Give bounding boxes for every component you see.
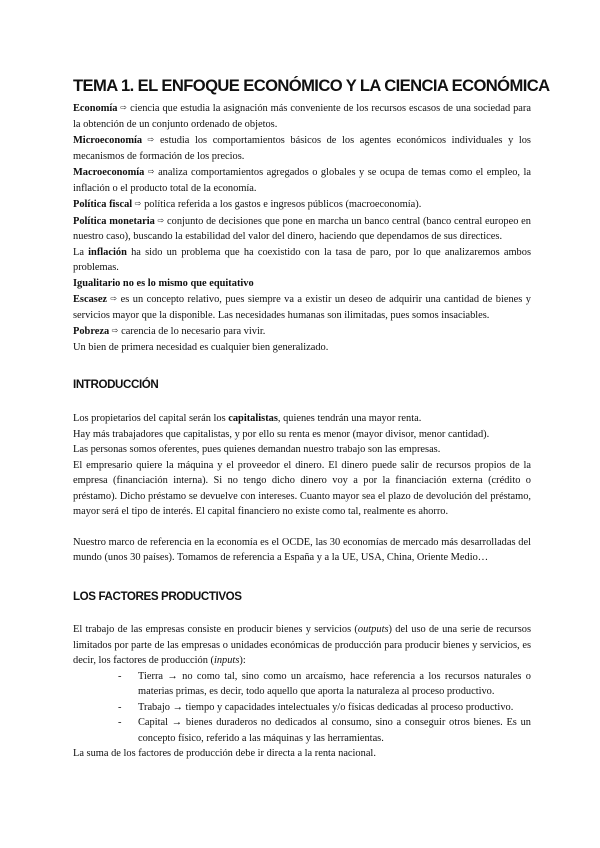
term: inflación bbox=[88, 246, 127, 258]
arrow-icon: ⇨ bbox=[134, 199, 142, 208]
term: Política fiscal bbox=[73, 199, 133, 210]
definition-politica-fiscal bbox=[73, 196, 531, 213]
equality-text: Igualitario no es lo mismo que equitativo bbox=[73, 277, 254, 289]
factors-block bbox=[73, 622, 531, 762]
term: Política monetaria bbox=[73, 215, 155, 227]
definition-politica-monetaria bbox=[73, 213, 531, 245]
text: ) del uso de una serie de recursos limitados por parte de las empresas o unidades económicas de producción para producir bienes y servicios, es decir, los factores de producción ( bbox=[73, 624, 531, 666]
factors-list bbox=[73, 669, 531, 747]
arrow-icon: ⇨ bbox=[157, 215, 165, 225]
definition-text: política referida a los gastos e ingresos públicos (macroeconomía). bbox=[141, 199, 422, 210]
intro-paragraph bbox=[73, 411, 531, 427]
intro-paragraph: El empresario quiere la máquina y el proveedor el dinero. El dinero puede salir de recursos propios de la empresa (financiación interna). Si no tengo dicho dinero voy a por la financiación externa (crédito o préstamo). Dicho préstamo se devuelve con intereses. Cuanto mayor sea el plazo de devolución del préstamo, mayor será el tipo de interés. El capital financiero no existe como tal, realmente es ahorro. bbox=[73, 459, 531, 517]
factors-paragraph bbox=[73, 622, 531, 669]
term: Trabajo bbox=[138, 701, 170, 713]
item-text: no como tal, sino como un arcaísmo, hace referencia a los recursos naturales o materias primas, es decir, todo aquello que aporta la naturaleza al proceso productivo. bbox=[138, 670, 531, 697]
term: Macroeconomía bbox=[73, 167, 145, 178]
arrow-icon: ⇨ bbox=[147, 135, 155, 144]
definition-text: analiza comportamientos agregados o globales y se ocupa de temas como el empleo, la inflación o el producto total de la economía. bbox=[73, 167, 531, 194]
bullet-dash: - bbox=[118, 701, 122, 713]
list-item bbox=[73, 669, 531, 700]
definition-macroeconomia bbox=[73, 164, 531, 196]
definition-text: estudia los comportamientos básicos de los agentes económicos individuales y los mecanismos de formación de los precios. bbox=[73, 135, 531, 162]
right-arrow-icon: → bbox=[171, 717, 183, 728]
section-heading-factores-productivos: LOS FACTORES PRODUCTIVOS bbox=[73, 590, 242, 603]
definitions-block bbox=[73, 100, 531, 355]
term: Pobreza bbox=[73, 326, 110, 337]
term: Escasez bbox=[73, 294, 108, 305]
definition-text: ciencia que estudia la asignación más conveniente de los recursos escasos de una sociedad para la obtención de un conjunto ordenado de objetos. bbox=[73, 103, 531, 130]
right-arrow-icon: → bbox=[172, 701, 183, 713]
term: Capital bbox=[138, 717, 169, 728]
arrow-icon: ⇨ bbox=[147, 167, 155, 176]
definition-text: carencia de lo necesario para vivir. bbox=[118, 326, 266, 337]
definition-microeconomia bbox=[73, 132, 531, 164]
definition-pobreza bbox=[73, 323, 531, 340]
basic-good-paragraph: Un bien de primera necesidad es cualquier bien generalizado. bbox=[73, 341, 329, 353]
arrow-icon: ⇨ bbox=[111, 326, 119, 335]
inflation-pre: La bbox=[73, 246, 89, 258]
arrow-icon: ⇨ bbox=[110, 294, 118, 303]
term: Microeconomía bbox=[73, 135, 143, 146]
term: capitalistas bbox=[228, 413, 278, 424]
text: El trabajo de las empresas consiste en producir bienes y servicios ( bbox=[73, 624, 358, 635]
intro-paragraph: Nuestro marco de referencia en la economía es el OCDE, las 30 economías de mercado más desarrolladas del mundo (unos 30 países). Tomamos de referencia a España y a la UE, USA, China, Oriente Medio… bbox=[73, 536, 531, 563]
item-text: bienes duraderos no dedicados al consumo, sino a conseguir otros bienes. Es un concepto físico, referido a las máquinas y las herramientas. bbox=[138, 717, 531, 744]
inflation-paragraph bbox=[73, 245, 531, 276]
definition-text: es un concepto relativo, pues siempre va a existir un deseo de adquirir una cantidad de bienes y servicios mayor que la disponible. Las necesidades humanas son ilimitadas, pues somos insaciables. bbox=[73, 294, 531, 321]
section-heading-introduccion: INTRODUCCIÓN bbox=[73, 378, 159, 391]
list-item bbox=[73, 715, 531, 746]
bullet-dash: - bbox=[118, 670, 122, 682]
arrow-icon: ⇨ bbox=[120, 103, 128, 112]
list-item bbox=[73, 700, 531, 716]
term: Economía bbox=[73, 103, 118, 114]
intro-paragraph: Hay más trabajadores que capitalistas, y por ello su renta es menor (mayor divisor, menor cantidad). bbox=[73, 428, 490, 440]
intro-paragraph: Las personas somos oferentes, pues quienes demandan nuestro trabajo son las empresas. bbox=[73, 444, 441, 455]
term: inputs bbox=[213, 655, 240, 666]
definition-escasez bbox=[73, 291, 531, 323]
equality-statement bbox=[73, 276, 531, 292]
term: outputs bbox=[357, 624, 389, 635]
definition-economia bbox=[73, 100, 531, 132]
item-text: tiempo y capacidades intelectuales y/o físicas dedicadas al proceso productivo. bbox=[182, 701, 514, 713]
inflation-post: ha sido un problema que ha coexistido con la tasa de paro, por lo que analizaremos ambos problemas. bbox=[73, 246, 531, 273]
intro-block bbox=[73, 411, 531, 566]
bullet-dash: - bbox=[118, 717, 122, 728]
text: Los propietarios del capital serán los bbox=[73, 413, 229, 424]
factors-closing: La suma de los factores de producción debe ir directa a la renta nacional. bbox=[73, 748, 376, 759]
page-title: TEMA 1. EL ENFOQUE ECONÓMICO Y LA CIENCIA ECONÓMICA bbox=[73, 76, 550, 95]
definition-text: conjunto de decisiones que pone en marcha un banco central (banco central europeo en nuestro caso), buscando la estabilidad del valor del dinero, haciendo que dependamos de sus directices. bbox=[73, 215, 531, 242]
right-arrow-icon: → bbox=[167, 670, 178, 682]
text: , quienes tendrán una mayor renta. bbox=[277, 413, 422, 424]
text: ): bbox=[239, 655, 246, 666]
term: Tierra bbox=[138, 670, 164, 682]
